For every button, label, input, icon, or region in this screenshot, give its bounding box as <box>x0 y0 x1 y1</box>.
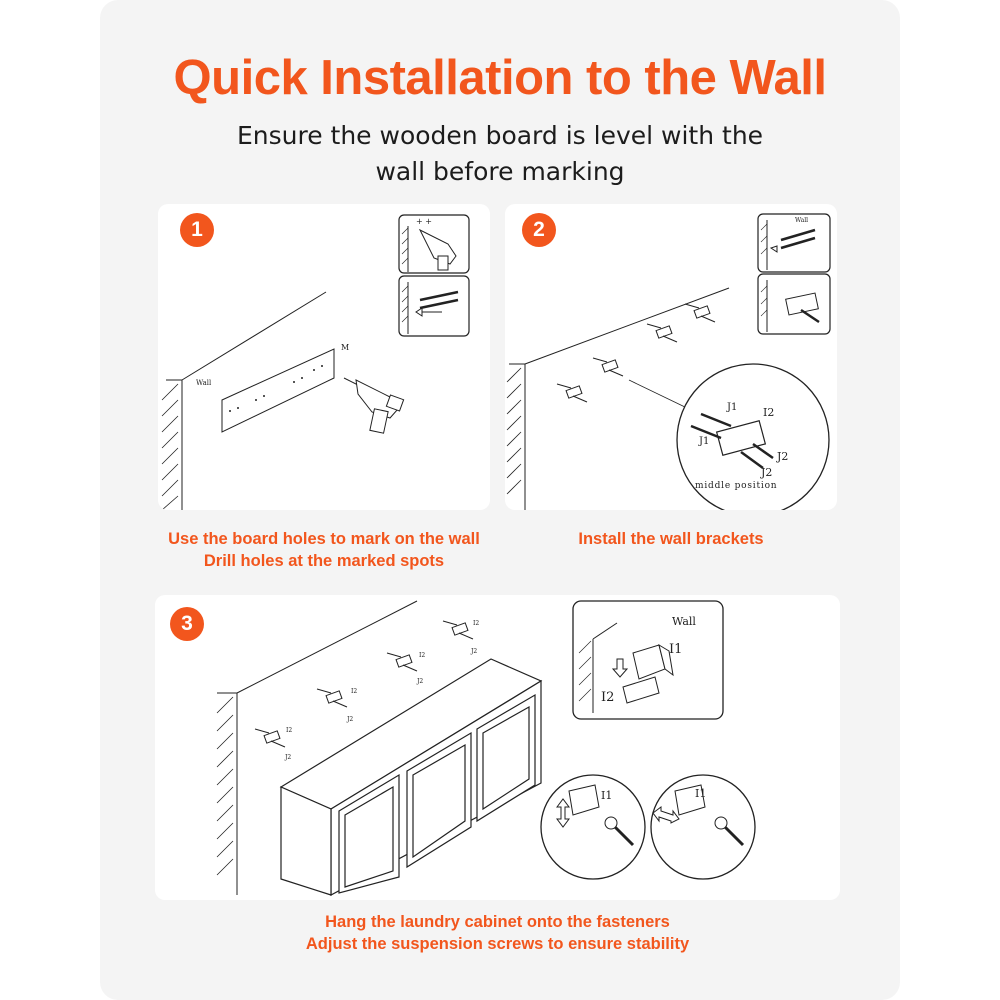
step-2-inset-wall-label: Wall <box>795 217 809 224</box>
step-3-inset-i2-label: I2 <box>601 690 615 705</box>
page-title: Quick Installation to the Wall <box>173 51 827 105</box>
step-2-panel <box>505 204 837 510</box>
step-3-adjust-horizontal <box>651 775 755 879</box>
svg-text:+ +: + + <box>416 217 432 226</box>
step-3-label-i2-b: I2 <box>351 688 358 695</box>
step-2-label-i2: I2 <box>763 406 775 419</box>
page-subtitle <box>200 118 800 190</box>
step-3-circle-b-i1-label: I1 <box>695 787 707 800</box>
laundry-cabinet <box>281 659 541 895</box>
step-3-label-j2-a: J2 <box>285 754 292 761</box>
step-3-detail-wall-inset <box>573 601 723 719</box>
step-3-panel <box>155 595 840 900</box>
step-2-label-j2-bottom: J2 <box>761 466 773 479</box>
step-2-label-j1-top: J1 <box>727 402 738 413</box>
step-3-caption-line-2: Adjust the suspension screws to ensure stability <box>305 935 690 953</box>
step-3-label-j2-b: J2 <box>347 716 354 723</box>
step-3-adjust-vertical <box>541 775 645 879</box>
step-2-illustration <box>505 204 837 510</box>
step-2-inset-bottom <box>758 274 830 334</box>
step-1-caption-line-2: Drill holes at the marked spots <box>203 552 445 570</box>
step-2-caption <box>505 528 837 550</box>
step-3-badge: 3 <box>170 607 204 641</box>
step-3-label-j2-c: J2 <box>417 678 424 685</box>
step-1-wall-label: Wall <box>196 379 212 387</box>
step-1-caption <box>158 528 490 572</box>
step-3-label-i2-d: I2 <box>473 620 480 627</box>
step-1-illustration <box>158 204 490 510</box>
step-2-middle-position-label: middle position <box>695 481 778 491</box>
step-2-inset-top <box>758 214 830 272</box>
step-3-label-i2-c: I2 <box>419 652 426 659</box>
step-3-inset-i1-label: I1 <box>669 642 683 657</box>
drill-icon <box>344 378 404 433</box>
step-3-caption-line-1: Hang the laundry cabinet onto the fasteners <box>325 913 670 931</box>
step-3-illustration <box>155 595 840 900</box>
step-2-caption-line-1: Install the wall brackets <box>578 530 764 548</box>
step-2-badge: 2 <box>522 213 556 247</box>
step-3-label-i2-a: I2 <box>286 727 293 734</box>
subtitle-line-1: Ensure the wooden board is level with the <box>236 121 764 150</box>
step-3-caption <box>155 911 840 955</box>
step-1-inset-top <box>399 215 469 273</box>
step-3-inset-wall-label: Wall <box>672 615 696 628</box>
step-1-inset-bottom <box>399 276 469 336</box>
step-1-marker-label: M <box>341 343 350 352</box>
step-1-badge: 1 <box>180 213 214 247</box>
step-2-label-j2-right: J2 <box>777 450 789 463</box>
step-1-caption-line-1: Use the board holes to mark on the wall <box>168 530 480 548</box>
step-1-panel <box>158 204 490 510</box>
step-2-label-j1-bottom: J1 <box>699 436 710 447</box>
step-3-circle-a-i1-label: I1 <box>601 789 613 802</box>
subtitle-line-2: wall before marking <box>375 157 625 186</box>
step-3-label-j2-d: J2 <box>471 648 478 655</box>
